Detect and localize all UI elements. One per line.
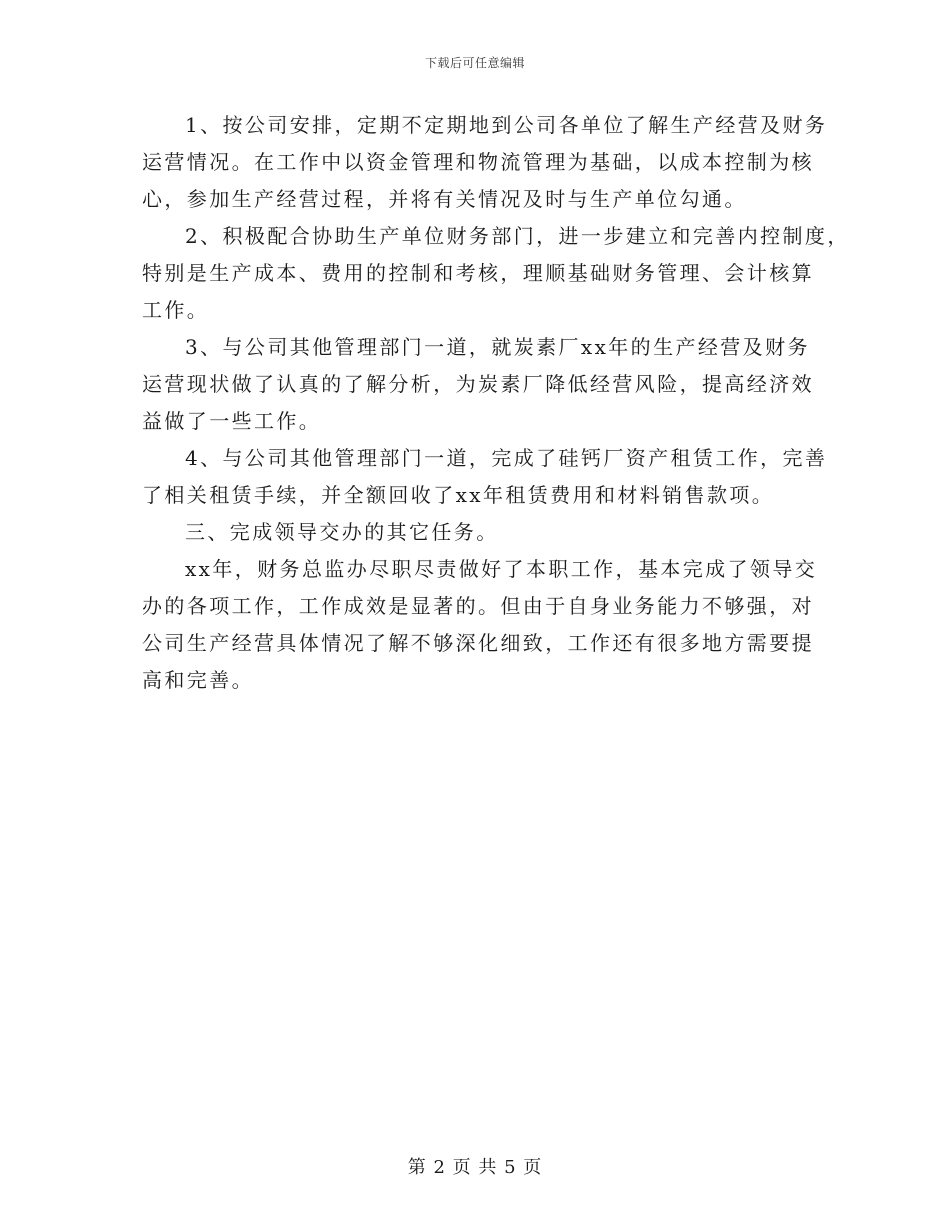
paragraph-line: 办的各项工作，工作成效是显著的。但由于自身业务能力不够强，对 [142,594,814,618]
paragraph-line: 运营现状做了认真的了解分析，为炭素厂降低经营风险，提高经济效 [142,372,814,396]
paragraph-line: 1、按公司安排，定期不定期地到公司各单位了解生产经营及财务 [185,113,828,137]
document-body [142,107,850,699]
paragraph-line: 3、与公司其他管理部门一道，就炭素厂xx年的生产经营及财务 [185,335,810,359]
page-number-footer: 第 2 页 共 5 页 [407,1157,543,1178]
paragraph-line: 工作。 [142,298,210,322]
paragraph-line: 4、与公司其他管理部门一道，完成了硅钙厂资产租赁工作，完善 [185,446,828,470]
paragraph-line: 运营情况。在工作中以资金管理和物流管理为基础，以成本控制为核 [142,150,814,174]
paragraph-line: 益做了一些工作。 [142,409,322,433]
header-note: 下载后可任意编辑 [424,56,525,70]
paragraph-line: xx年，财务总监办尽职尽责做好了本职工作，基本完成了领导交 [185,557,818,581]
section-heading: 三、完成领导交办的其它任务。 [185,520,499,544]
paragraph-line: 特别是生产成本、费用的控制和考核，理顺基础财务管理、会计核算 [142,261,814,285]
paragraph-line: 公司生产经营具体情况了解不够深化细致，工作还有很多地方需要提 [142,631,814,655]
paragraph-line: 2、积极配合协助生产单位财务部门，进一步建立和完善内控制度， [185,224,850,248]
paragraph-line: 高和完善。 [142,668,254,692]
paragraph-line: 心，参加生产经营过程，并将有关情况及时与生产单位勾通。 [142,187,747,211]
paragraph-line: 了相关租赁手续，并全额回收了xx年租赁费用和材料销售款项。 [142,483,775,507]
